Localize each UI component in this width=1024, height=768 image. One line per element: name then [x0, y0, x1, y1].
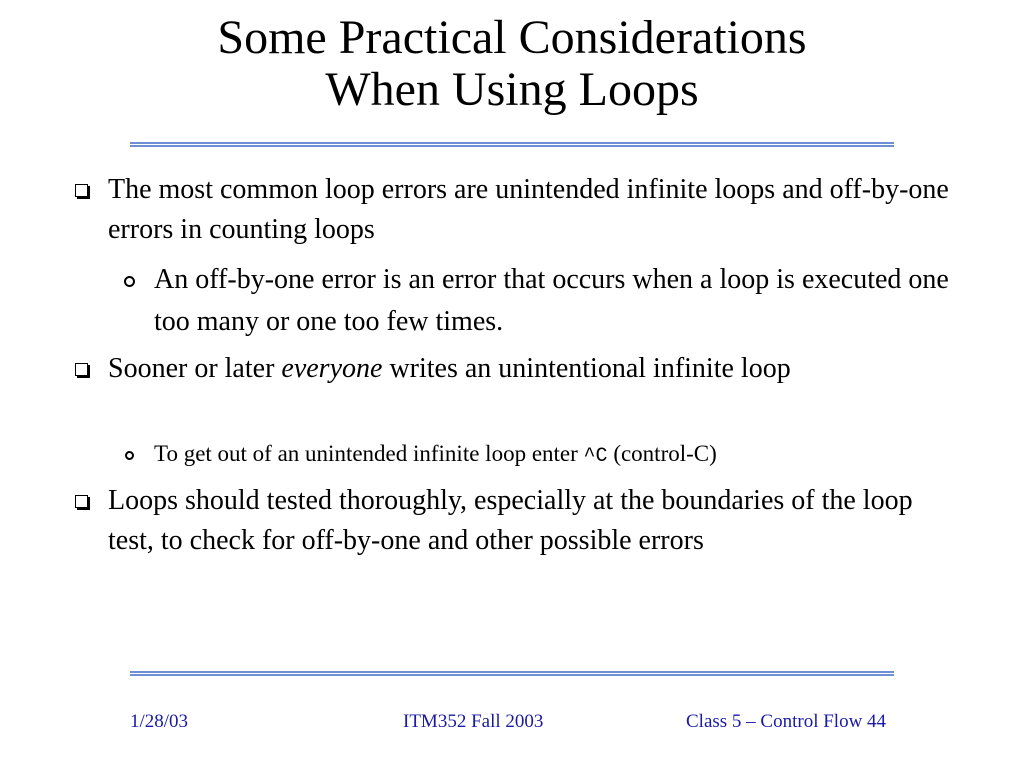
slide-title [0, 12, 1024, 116]
bullet-1-sub-text: An off-by-one error is an error that occurs when a loop is executed one too many or one too few times. [154, 264, 949, 337]
footer-divider [130, 671, 894, 676]
bullet-2-text [108, 349, 958, 389]
title-line-1: Some Practical Considerations [217, 11, 807, 64]
bullet-2-sub-end: (control-C) [607, 441, 717, 466]
title-divider [130, 142, 894, 147]
square-bullet-icon [75, 495, 88, 508]
square-bullet-icon [75, 184, 88, 197]
control-c-code: ^C [583, 445, 608, 468]
bullet-2-emphasis: everyone [281, 353, 383, 384]
bullet-2-text-end: writes an unintentional infinite loop [382, 353, 791, 384]
ring-bullet-icon [124, 276, 135, 287]
bullet-3-text: Loops should tested thoroughly, especially at the boundaries of the loop test, to check for off-by-one and other possible errors [108, 485, 913, 556]
bullet-1-text: The most common loop errors are unintended infinite loops and off-by-one errors in counting loops [108, 174, 949, 245]
ring-bullet-icon [125, 451, 134, 460]
footer-date: 1/28/03 [130, 711, 189, 732]
footer-page: Class 5 – Control Flow 44 [686, 711, 887, 732]
title-line-2: When Using Loops [325, 63, 699, 116]
bullet-2-sub-text [154, 439, 964, 472]
square-bullet-icon [75, 363, 88, 376]
bullet-2-text-start: Sooner or later [108, 353, 282, 384]
bullet-2-sub-start: To get out of an unintended infinite loop enter [154, 441, 584, 466]
footer-course: ITM352 Fall 2003 [403, 711, 544, 732]
